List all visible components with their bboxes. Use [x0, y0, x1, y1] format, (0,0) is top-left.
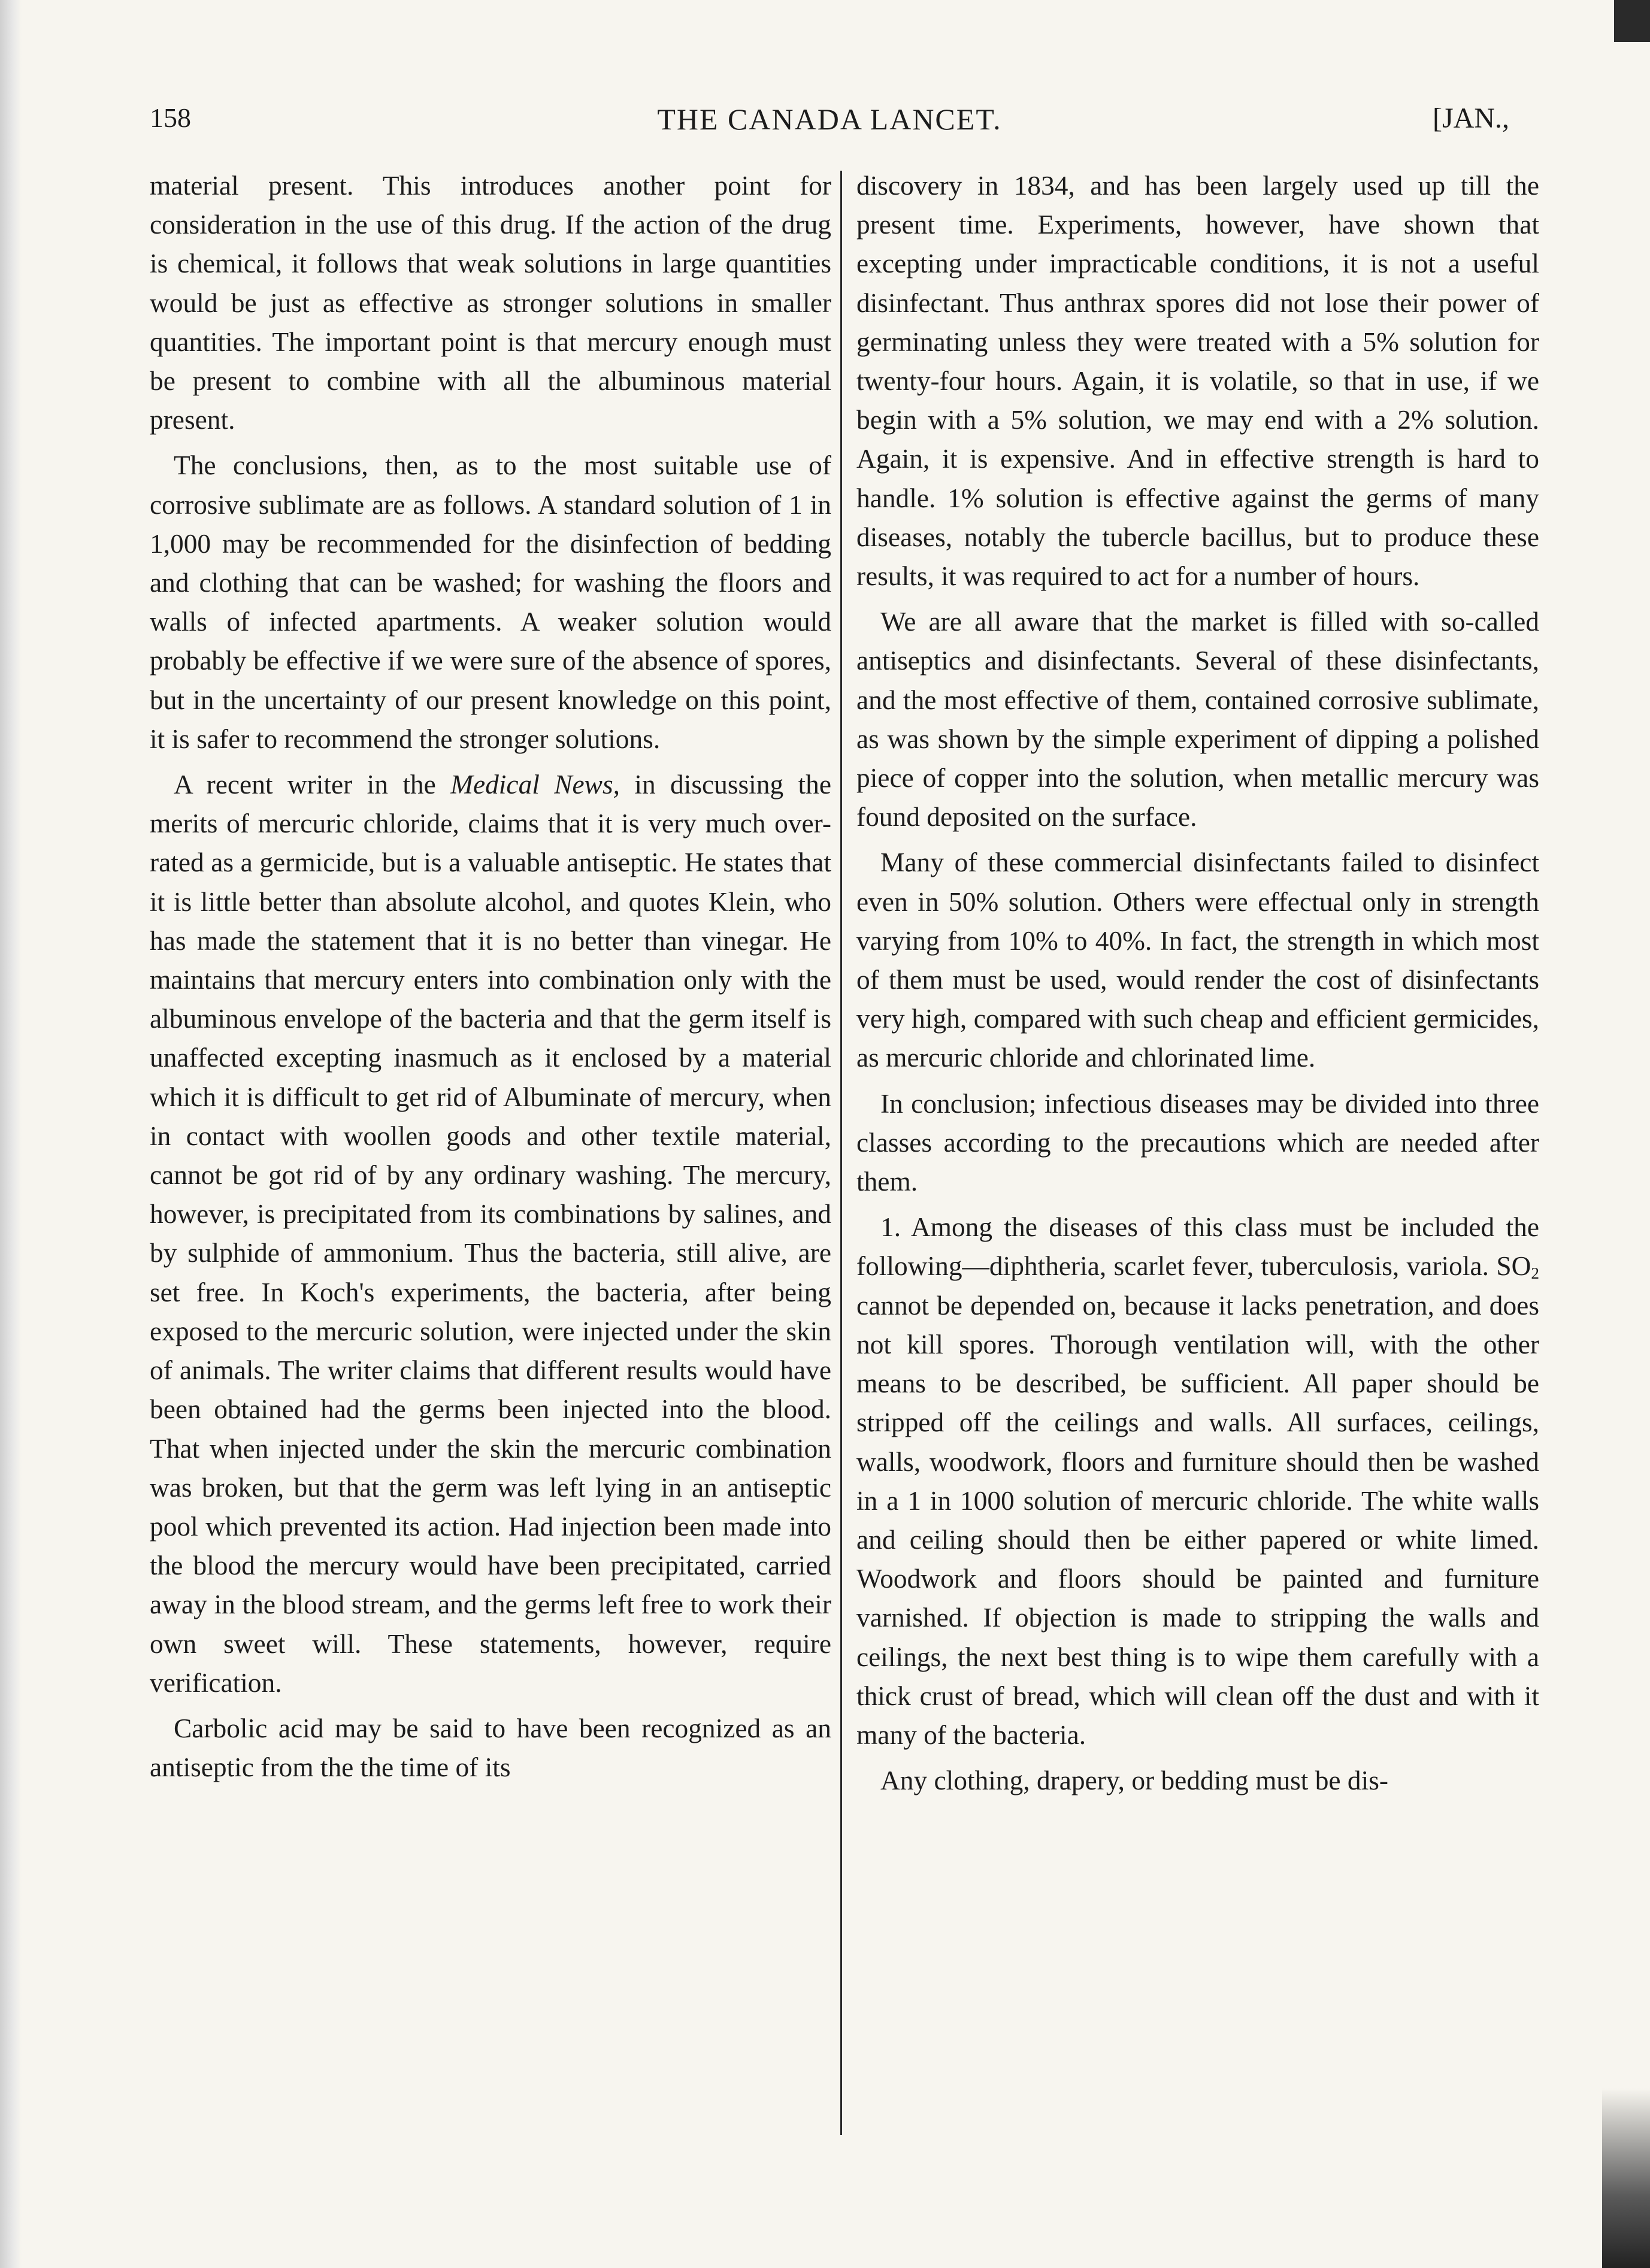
right-column: [856, 166, 1539, 1807]
paragraph: We are all aware that the market is filled with so-called antiseptics and disinfectants. Several of these disinfectants, and the most effective of them, contained corrosive sublimate, as was shown by the simple experiment of dipping a polished piece of copper into the solution, when metallic mercury was found deposited on the surface.: [856, 607, 1539, 832]
journal-name: Medical News,: [450, 770, 620, 800]
paragraph: material present. This introduces another point for consideration in the use of this drug. If the action of the drug is chemical, it follows that weak solutions in large quantities would be just as effective as stronger solutions in smaller quantities. The important point is that mercury enough must be present to combine with all the albuminous material present.: [150, 171, 831, 435]
page-header: [150, 102, 1509, 162]
paragraph: Any clothing, drapery, or bedding must be dis-: [880, 1766, 1388, 1796]
paragraph: Many of these commercial disinfectants failed to disinfect even in 50% solution. Others were effectual only in strength varying from 10% to 40%. In fact, the strength in which most of them must be used, would render the cost of disinfectants very high, compared with such cheap and efficient germicides, as mercuric chloride and chlorinated lime.: [856, 847, 1539, 1073]
paragraph: [856, 1208, 1539, 1755]
paragraph: In conclusion; infectious diseases may be divided into three classes according to the precautions which are needed after them.: [856, 1088, 1539, 1197]
paragraph-text: 1. Among the diseases of this class must be included the following—diphtheria, scarlet fever, tuberculosis, variola. SO: [856, 1212, 1539, 1282]
paragraph-text: in discussing the merits of mercuric chloride, claims that it is very much over-rated as a germicide, but is a valuable antiseptic. He states that it is little better than absolute alcohol, and quotes Klein, who has made the statement that it is no better than vinegar. He maintains that mercury enters into combination only with the albuminous envelope of the bacteria and that the germ itself is unaffected excepting inasmuch as it enclosed by a material which it is difficult to get rid of Albuminate of mercury, when in contact with woollen goods and other textile material, cannot be got rid of by any ordinary washing. The mercury, however, is precipitated from its combinations by salines, and by sulphide of ammonium. Thus the bacteria, still alive, are set free. In Koch's experiments, the bacteria, after being exposed to the mercuric solution, were injected under the skin of animals. The writer claims that different results would have been obtained had the germs been injected into the blood. That when injected under the skin the mercuric combination was broken, but that the germ was left lying in an antiseptic pool which prevented its action. Had injection been made into the blood the mercury would have been precipitated, carried away in the blood stream, and the germs left free to work their own sweet will. These statements, however, require verification.: [150, 770, 831, 1698]
paragraph: Carbolic acid may be said to have been recognized as an antiseptic from the the time of its: [150, 1713, 831, 1783]
scan-corner-mark: [1614, 0, 1650, 42]
paragraph-text: cannot be depended on, because it lacks penetration, and does not kill spores. Thorough ventilation will, with the other means to be described, be sufficient. All paper should be stripped off the ceilings and walls. All surfaces, ceilings, walls, woodwork, floors and furniture should then be washed in a 1 in 1000 solution of mercuric chloride. The white walls and ceiling should then be either papered or white limed. Woodwork and floors should be painted and furniture varnished. If objection is made to stripping the walls and ceilings, the next best thing is to wipe them carefully with a thick crust of bread, which will clean off the dust and with it many of the bacteria.: [856, 1290, 1539, 1750]
paragraph: The conclusions, then, as to the most suitable use of corrosive sublimate are as follows. A standard solution of 1 in 1,000 may be recommended for the disinfection of bedding and clothing that can be washed; for washing the floors and walls of infected apartments. A weaker solution would probably be effective if we were sure of the absence of spores, but in the uncertainty of our present knowledge on this point, it is safer to recommend the stronger solutions.: [150, 450, 831, 754]
subscript: 2: [1531, 1264, 1539, 1283]
left-column: [150, 166, 831, 1794]
journal-title: THE CANADA LANCET.: [657, 102, 1002, 136]
paragraph-text: A recent writer in the: [174, 770, 451, 800]
page-number: 158: [150, 102, 191, 133]
paragraph: [150, 765, 831, 1703]
scan-corner-shadow: [1602, 2088, 1650, 2268]
scan-left-edge: [0, 0, 22, 2268]
paragraph: discovery in 1834, and has been largely used up till the present time. Experiments, however, have shown that excepting under impracticable conditions, it is not a useful disinfectant. Thus anthrax spores did not lose their power of germinating unless they were treated with a 5% solution for twenty-four hours. Again, it is volatile, so that in use, if we begin with a 5% solution, we may end with a 2% solution. Again, it is expensive. And in effective strength is hard to handle. 1% solution is effective against the germs of many diseases, notably the tubercle bacillus, but to produce these results, it was required to act for a number of hours.: [856, 171, 1539, 592]
issue-label: [JAN.,: [1433, 102, 1509, 134]
column-divider: [840, 171, 842, 2135]
